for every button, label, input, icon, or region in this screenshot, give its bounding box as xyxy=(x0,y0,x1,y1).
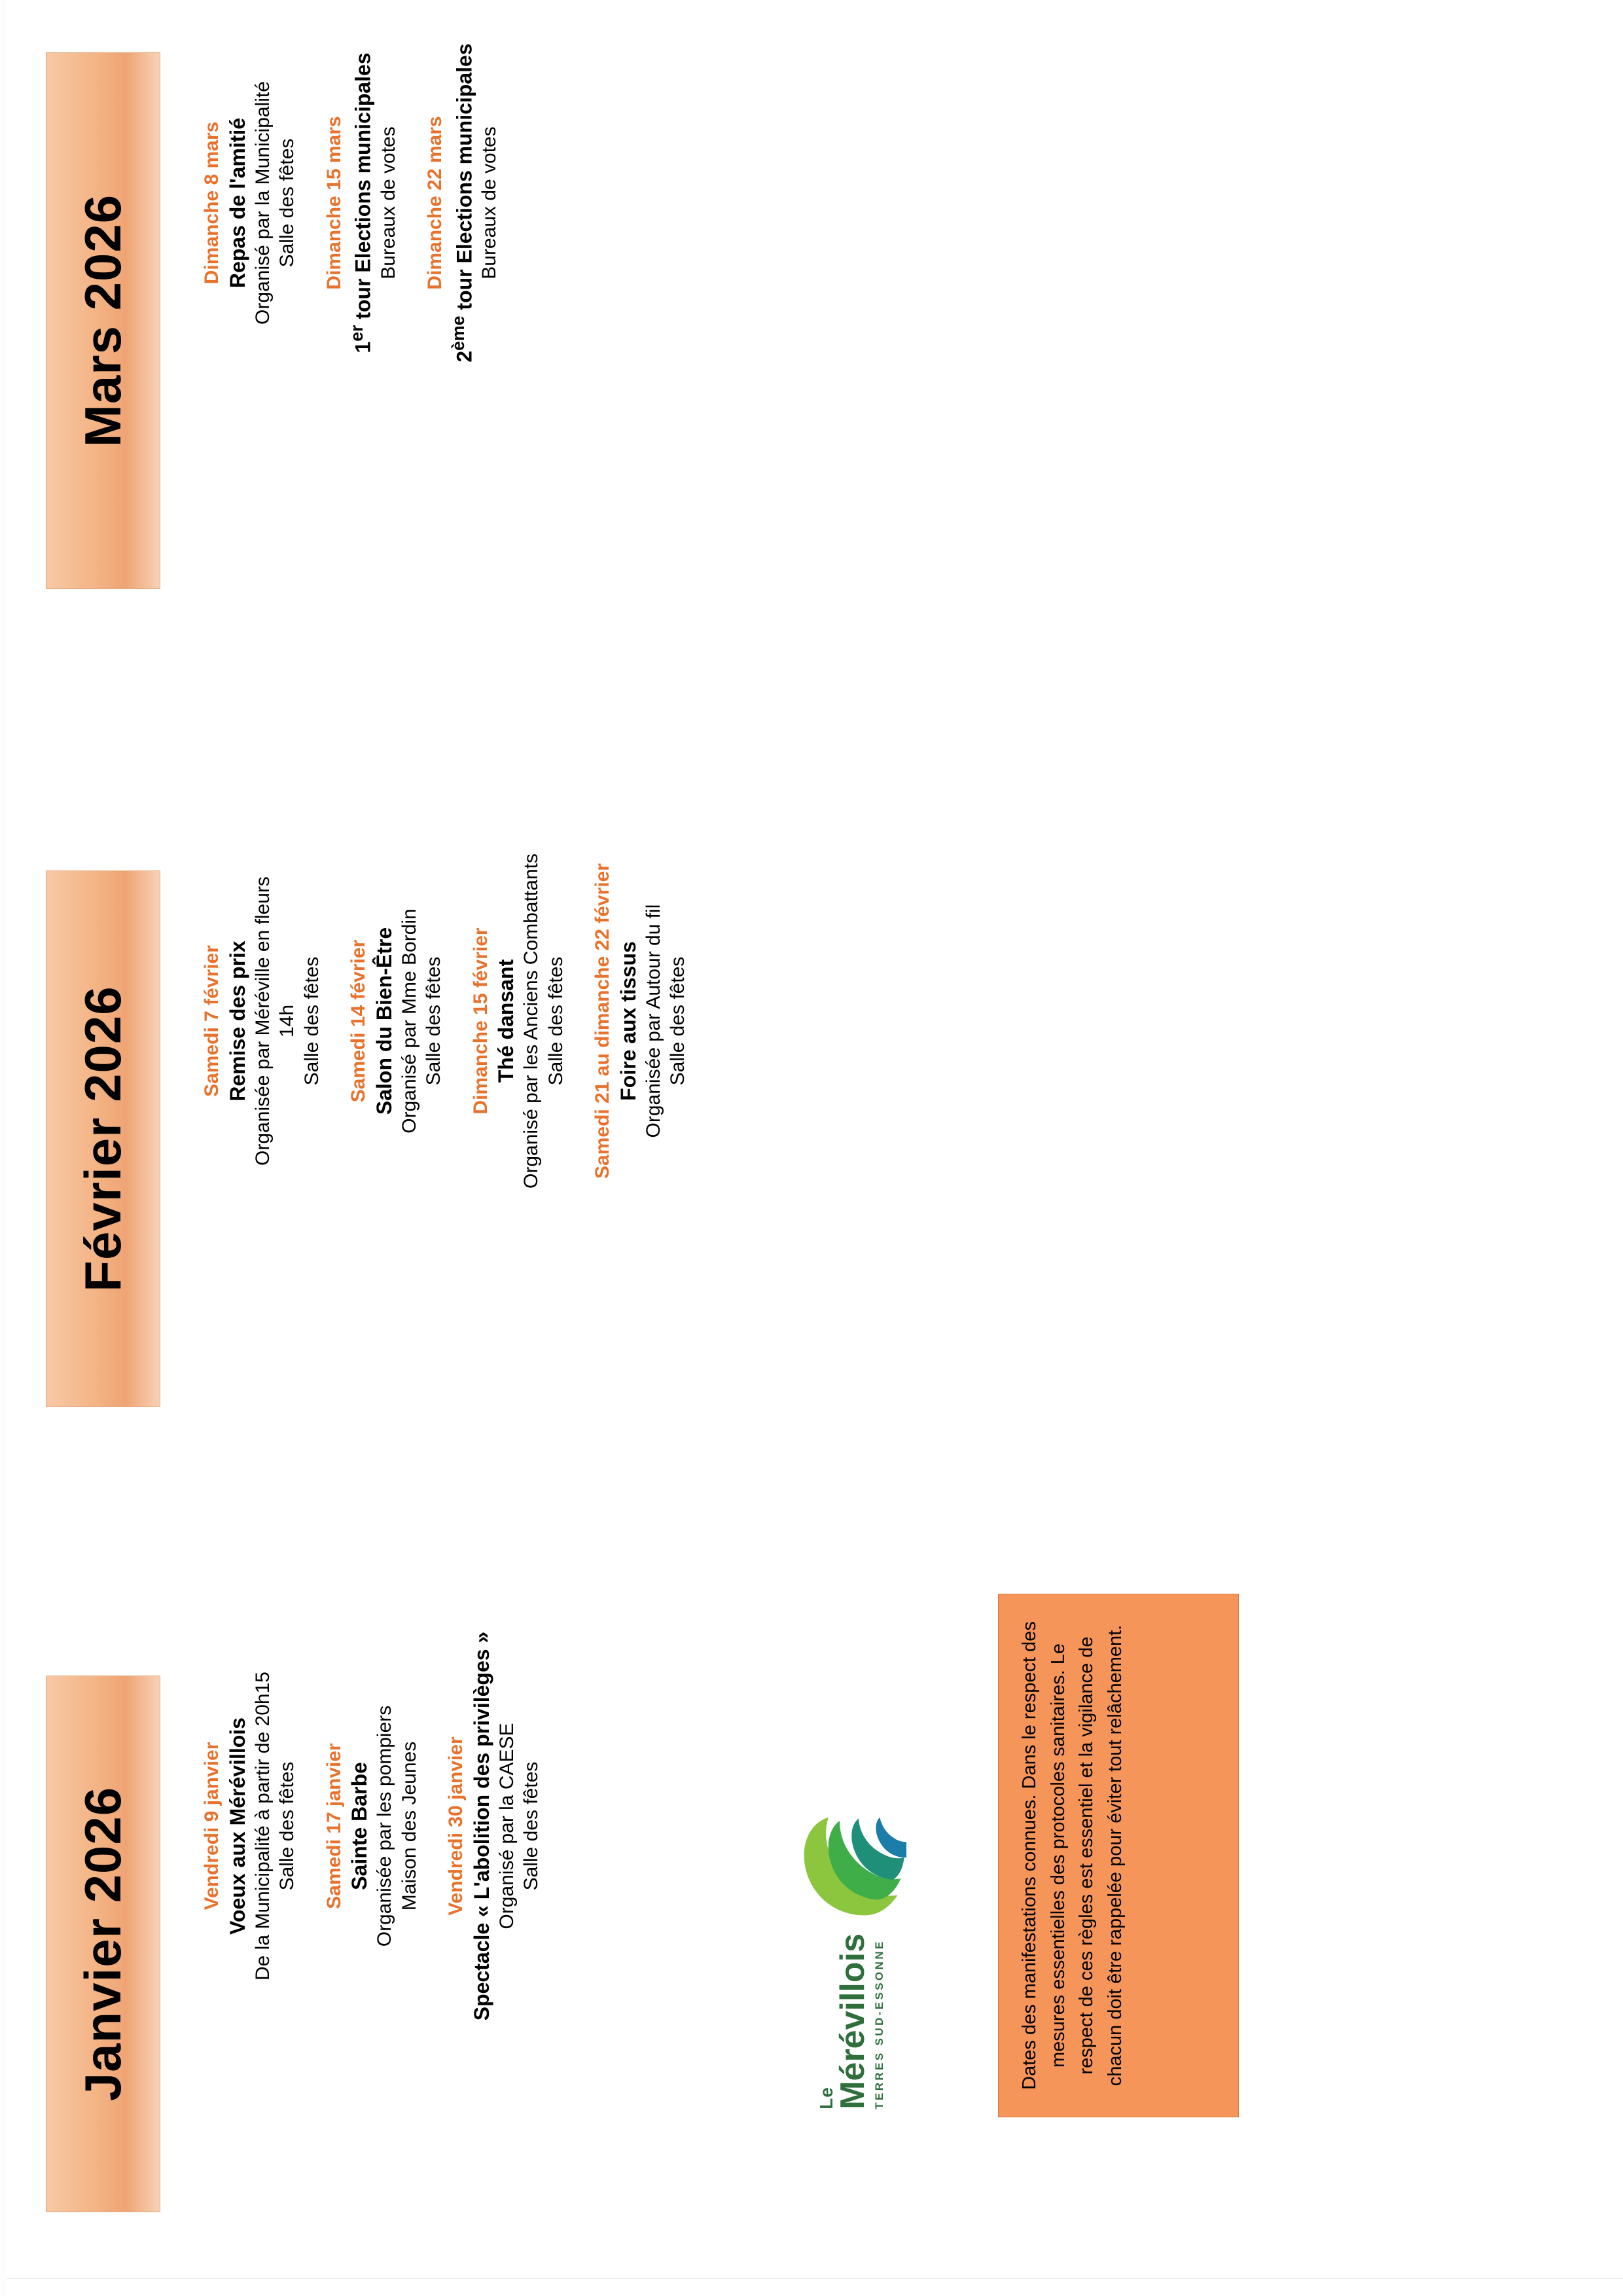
event-item xyxy=(200,772,324,1270)
event-date: Dimanche 15 mars xyxy=(323,116,345,290)
event-title: Salon du Bien-Être xyxy=(372,927,396,1115)
month-title-january: Janvier 2026 xyxy=(74,1786,132,2102)
event-item xyxy=(469,772,569,1270)
month-header-january xyxy=(46,1676,160,2212)
event-item xyxy=(423,0,502,452)
event-detail: Salle des fêtes xyxy=(276,1761,298,1891)
event-title-base: 2 xyxy=(452,350,476,363)
event-title-sup: er xyxy=(347,325,366,342)
event-item xyxy=(444,1577,544,2075)
logo-prefix: Le xyxy=(815,2087,836,2109)
event-title: Spectacle « L'abolition des privilèges » xyxy=(469,1631,493,2021)
event-detail: Salle des fêtes xyxy=(667,956,688,1086)
event-detail: Organisé par la CAESE xyxy=(495,1723,518,1929)
event-detail: Organisée par les pompiers xyxy=(374,1705,395,1947)
month-column-march xyxy=(46,0,524,589)
event-detail: 14h xyxy=(276,1004,298,1038)
month-header-march xyxy=(46,52,160,589)
event-title: Repas de l'amitié xyxy=(225,117,249,289)
logo-subtitle: TERRES SUD-ESSONNE xyxy=(872,1939,885,2109)
event-detail: Salle des fêtes xyxy=(423,956,444,1086)
event-detail: De la Municipalité à partir de 20h15 xyxy=(251,1672,274,1981)
event-date: Vendredi 30 janvier xyxy=(445,1736,467,1916)
event-title xyxy=(448,0,478,452)
event-detail: Salle des fêtes xyxy=(520,1761,542,1891)
event-title xyxy=(346,0,376,452)
event-date: Samedi 14 février xyxy=(348,939,369,1103)
scan-edge-left xyxy=(0,0,7,2296)
scan-edge-bottom xyxy=(0,2278,1623,2296)
sanitary-notice-box xyxy=(998,1594,1239,2117)
event-item xyxy=(200,0,300,452)
event-title-sup: ème xyxy=(448,315,468,351)
sanitary-notice-text: Dates des manifestations connues. Dans le respect des mesures essentielles des protocoles sanitaires. Le respect de ces règles est essentiel et la vigilance de chacun doit être rappelée pour éviter tout relâchement. xyxy=(1019,1621,1126,2090)
event-detail: Maison des Jeunes xyxy=(398,1741,420,1911)
event-title: Foire aux tissus xyxy=(616,941,640,1101)
event-detail: Salle des fêtes xyxy=(300,956,323,1086)
month-header-february xyxy=(46,870,160,1407)
event-title-rest: tour Elections municipales xyxy=(452,43,476,316)
event-detail: Salle des fêtes xyxy=(544,956,567,1086)
event-title: Thé dansant xyxy=(494,959,518,1083)
event-title: Sainte Barbe xyxy=(348,1762,371,1890)
event-date: Vendredi 9 janvier xyxy=(201,1742,223,1910)
event-detail: Organisé par les Anciens Combattants xyxy=(520,853,542,1189)
event-date: Dimanche 15 février xyxy=(469,927,491,1115)
event-detail: Bureaux de votes xyxy=(478,126,501,279)
event-date: Dimanche 22 mars xyxy=(424,116,446,290)
event-date: Samedi 7 février xyxy=(201,945,223,1097)
logo-merevillois xyxy=(795,1813,946,2109)
month-title-february: Février 2026 xyxy=(74,986,132,1292)
event-detail: Organisée par Autour du fil xyxy=(642,904,664,1138)
event-list-march xyxy=(200,0,502,452)
event-item xyxy=(322,0,401,452)
event-detail: Salle des fêtes xyxy=(276,138,298,268)
logo-name: Mérévillois xyxy=(833,1933,872,2109)
event-item xyxy=(200,1577,300,2075)
event-title-base: 1 xyxy=(351,341,375,353)
event-title-rest: tour Elections municipales xyxy=(351,52,375,325)
event-detail: Bureaux de votes xyxy=(377,126,399,279)
event-detail: Organisé par la Municipalité xyxy=(251,81,274,325)
event-title: Remise des prix xyxy=(225,941,249,1102)
event-item xyxy=(322,1577,422,2075)
event-date: Dimanche 8 mars xyxy=(201,121,223,285)
event-date: Samedi 17 janvier xyxy=(323,1743,345,1909)
event-detail: Organisée par Méréville en fleurs xyxy=(251,876,274,1166)
leaf-swirl-icon xyxy=(795,1813,906,1924)
event-item xyxy=(590,772,690,1270)
event-date: Samedi 21 au dimanche 22 février xyxy=(592,863,613,1179)
event-title: Voeux aux Mérévillois xyxy=(225,1717,249,1935)
month-title-march: Mars 2026 xyxy=(74,194,132,448)
event-item xyxy=(346,772,446,1270)
event-detail: Organisé par Mme Bordin xyxy=(398,908,420,1134)
